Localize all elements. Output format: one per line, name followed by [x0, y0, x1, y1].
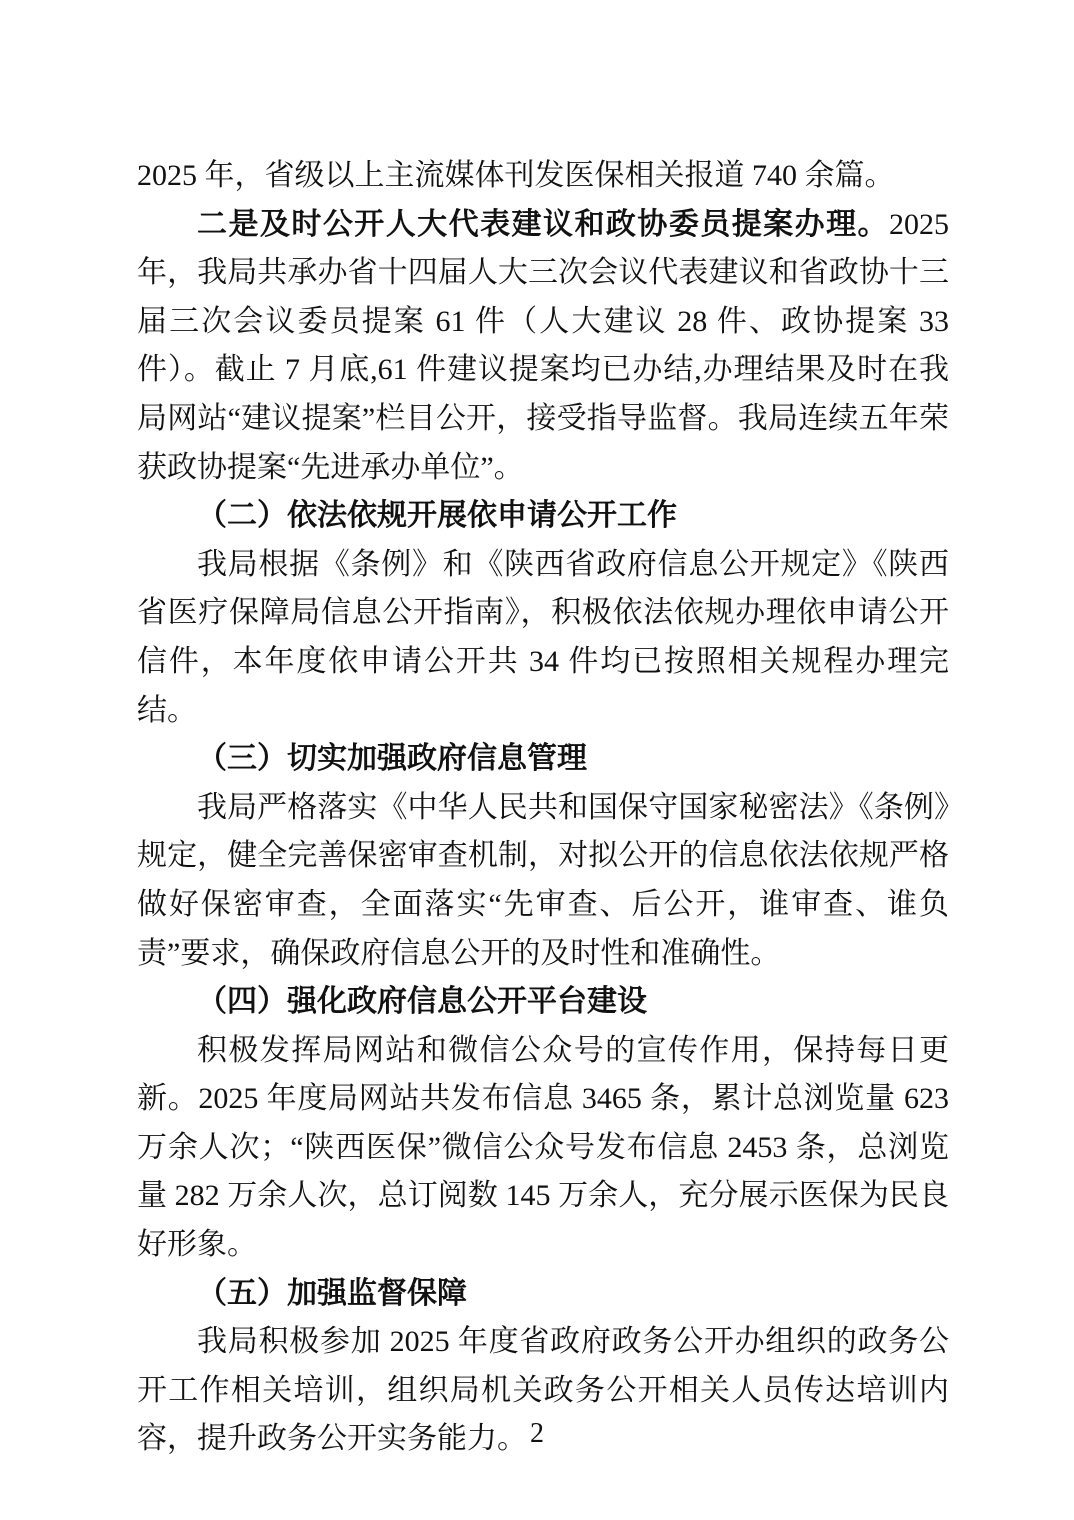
heading-section-4: （四）强化政府信息公开平台建设: [197, 985, 647, 1019]
paragraph-disclosure-upon-request: 我局根据《条例》和《陕西省政府信息公开规定》《陕西省医疗保障局信息公开指南》，积极依法依规办理依申请公开信件，本年度依申请公开共 34 件均已按照相关规程办理完结。: [137, 547, 949, 727]
heading-section-2: （二）依法依规开展依申请公开工作: [197, 499, 677, 533]
heading-section-3: （三）切实加强政府信息管理: [197, 742, 587, 776]
paragraph-information-management: 我局严格落实《中华人民共和国保守国家秘密法》《条例》规定，健全完善保密审查机制，对拟公开的信息依法依规严格做好保密审查，全面落实“先审查、后公开，谁审查、谁负责”要求，确保政府信息公开的及时性和准确性。: [137, 790, 949, 970]
paragraph-npc-cppcc-proposals: [137, 201, 949, 493]
heading-section-5: （五）加强监督保障: [197, 1276, 467, 1310]
paragraph-platform-construction: 积极发挥局网站和微信公众号的宣传作用，保持每日更新。2025 年度局网站共发布信息 3465 条，累计总浏览量 623 万余人次；“陕西医保”微信公众号发布信息 2453 条，总浏览量 282 万余人次，总订阅数 145 万余人，充分展示医保为民良好形象。: [137, 1033, 949, 1262]
paragraph-body-text: 2025 年，我局共承办省十四届人大三次会议代表建议和省政协十三届三次会议委员提案 61 件（人大建议 28 件、政协提案 33 件）。截止 7 月底,61 件建议提案均已办结,办理结果及时在我局网站“建议提案”栏目公开，接受指导监督。我局连续五年荣获政协提案“先进承办单位”。: [137, 207, 949, 484]
paragraph-media-reports-continuation: 2025 年，省级以上主流媒体刊发医保相关报道 740 余篇。: [137, 159, 895, 192]
document-body: [137, 152, 949, 1464]
paragraph-bold-lead: 二是及时公开人大代表建议和政协委员提案办理。: [197, 207, 889, 241]
paragraph-supervision-guarantee: 我局积极参加 2025 年度省政府政务公开办组织的政务公开工作相关培训，组织局机关政务公开相关人员传达培训内容，提升政务公开实务能力。: [137, 1325, 949, 1456]
page-number: 2: [530, 1418, 544, 1449]
